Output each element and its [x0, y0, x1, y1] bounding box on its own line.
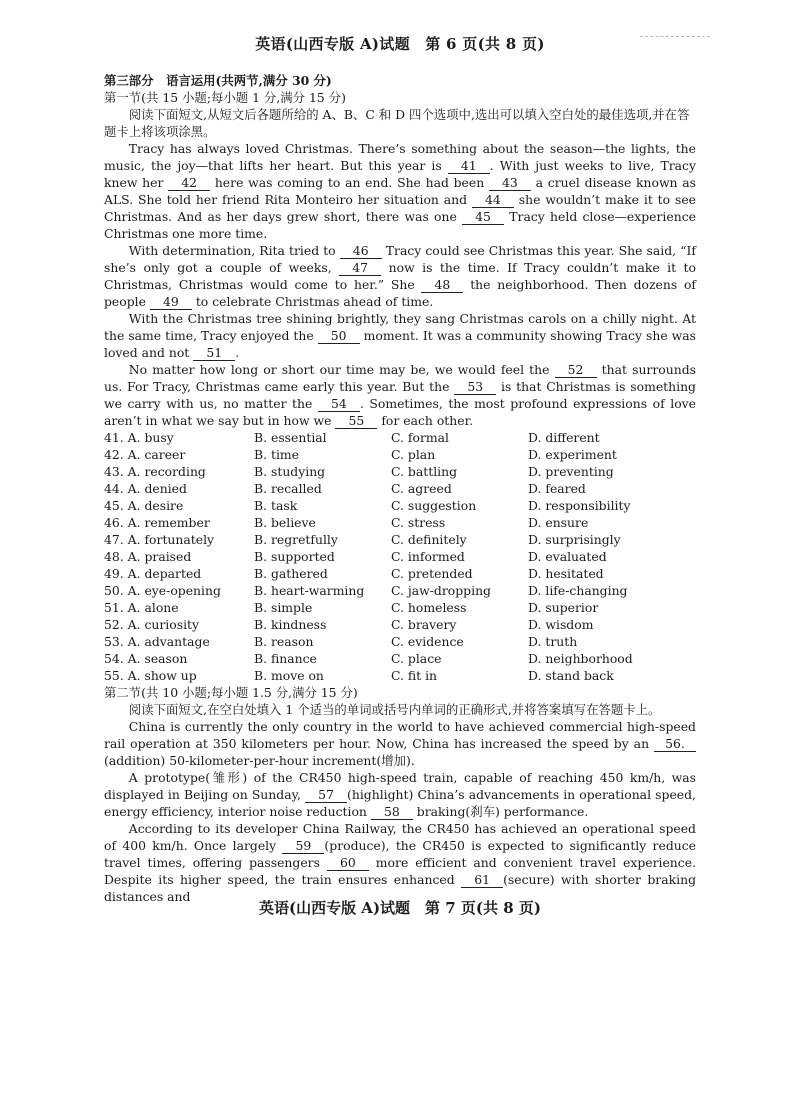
option-d: D. experiment — [528, 447, 617, 462]
section1-instruction: 阅读下面短文,从短文后各题所给的 A、B、C 和 D 四个选项中,选出可以填入空白处的最佳选项,并在答题卡上将该项涂黑。 — [104, 107, 690, 139]
section2-title: 第二节(共 10 小题;每小题 1.5 分,满分 15 分) — [104, 685, 358, 700]
text-run: Tracy could see Christmas this year. She said, “If she’s only got a couple of weeks, — [104, 243, 696, 275]
option-b: B. reason — [254, 634, 314, 649]
option-c: C. pretended — [391, 566, 473, 581]
option-d: D. evaluated — [528, 549, 607, 564]
text-run: that surrounds us. For Tracy, Christmas came early this year. But the — [104, 362, 696, 394]
option-row — [104, 531, 696, 548]
option-a: 49. A. departed — [104, 566, 202, 581]
option-d: D. life-changing — [528, 583, 628, 598]
text-run: she wouldn’t make it to see Christmas. And as her days grew short, there was one — [104, 192, 696, 224]
text-run: China is currently the only country in the world to have achieved commercial high-speed rail operation at 350 kilometers per hour. Now, China has increased the speed by an — [104, 719, 696, 751]
blank-57: 57 — [305, 788, 347, 803]
option-c: C. homeless — [391, 600, 467, 615]
text-run: Tracy held close—experience Christmas one more time. — [104, 209, 696, 241]
option-b: B. gathered — [254, 566, 328, 581]
option-b: B. studying — [254, 464, 326, 479]
passage1-paragraph-4 — [104, 361, 696, 429]
option-c: C. place — [391, 651, 442, 666]
text-run: . With just weeks to live, Tracy knew her — [104, 158, 696, 190]
option-d: D. preventing — [528, 464, 614, 479]
option-b: B. task — [254, 498, 298, 513]
option-d: D. neighborhood — [528, 651, 633, 666]
option-c: C. definitely — [391, 532, 467, 547]
option-d: D. wisdom — [528, 617, 594, 632]
option-d: D. ensure — [528, 515, 589, 530]
text-run: for each other. — [377, 413, 474, 428]
option-row — [104, 582, 696, 599]
option-b: B. move on — [254, 668, 324, 683]
part3-title: 第三部分 语言运用(共两节,满分 30 分) — [104, 73, 332, 88]
section2-instruction: 阅读下面短文,在空白处填入 1 个适当的单词或括号内单词的正确形式,并将答案填写在答题卡上。 — [128, 702, 661, 717]
option-c: C. plan — [391, 447, 436, 462]
answer-options — [104, 429, 696, 684]
passage1-paragraph-1 — [104, 140, 696, 242]
text-run: (produce), the CR450 is expected to significantly reduce travel times, offering passengers — [104, 838, 696, 870]
blank-53: 53 — [454, 380, 496, 395]
option-d: D. different — [528, 430, 600, 445]
option-a: 52. A. curiosity — [104, 617, 200, 632]
page-footer: 英语(山西专版 A)试题 第 7 页(共 8 页) — [258, 899, 541, 917]
option-a: 51. A. alone — [104, 600, 179, 615]
blank-54: 54 — [318, 397, 360, 412]
blank-56: 56. — [654, 737, 696, 752]
option-a: 42. A. career — [104, 447, 186, 462]
option-a: 46. A. remember — [104, 515, 210, 530]
text-run: now is the time. If Tracy couldn’t make it to Christmas, Christmas would come to her.” She — [104, 260, 696, 292]
option-a: 54. A. season — [104, 651, 188, 666]
option-c: C. formal — [391, 430, 449, 445]
option-b: B. believe — [254, 515, 316, 530]
option-a: 53. A. advantage — [104, 634, 210, 649]
option-row — [104, 548, 696, 565]
text-run: With the Christmas tree shining brightly, they sang Christmas carols on a chilly night. At the same time, Tracy enjoyed the — [104, 311, 696, 343]
option-b: B. simple — [254, 600, 313, 615]
option-row — [104, 633, 696, 650]
text-run: a cruel disease known as ALS. She told her friend Rita Monteiro her situation and — [104, 175, 696, 207]
blank-48: 48 — [421, 278, 463, 293]
blank-46: 46 — [340, 244, 382, 259]
option-row — [104, 514, 696, 531]
option-d: D. feared — [528, 481, 586, 496]
option-c: C. jaw-dropping — [391, 583, 491, 598]
text-run: (secure) with shorter braking distances and — [104, 872, 696, 904]
option-d: D. responsibility — [528, 498, 631, 513]
option-c: C. informed — [391, 549, 465, 564]
option-a: 55. A. show up — [104, 668, 197, 683]
option-d: D. surprisingly — [528, 532, 621, 547]
option-c: C. evidence — [391, 634, 464, 649]
text-run: braking(刹车) performance. — [412, 804, 589, 819]
option-row — [104, 667, 696, 684]
option-c: C. suggestion — [391, 498, 477, 513]
option-a: 47. A. fortunately — [104, 532, 215, 547]
option-b: B. essential — [254, 430, 327, 445]
option-c: C. stress — [391, 515, 446, 530]
blank-42: 42 — [168, 176, 210, 191]
blank-49: 49 — [150, 295, 192, 310]
blank-58: 58 — [371, 805, 413, 820]
blank-55: 55 — [335, 414, 377, 429]
option-c: C. bravery — [391, 617, 457, 632]
option-c: C. agreed — [391, 481, 452, 496]
option-b: B. finance — [254, 651, 317, 666]
text-run: (highlight) China’s advancements in operational speed, energy efficiency, interior noise reduction — [104, 787, 696, 819]
text-run: . Sometimes, the most profound expressions of love aren’t in what we say but in how we — [104, 396, 696, 428]
option-b: B. regretfully — [254, 532, 338, 547]
option-row — [104, 446, 696, 463]
option-row — [104, 616, 696, 633]
option-d: D. truth — [528, 634, 578, 649]
text-run: more efficient and convenient travel experience. Despite its higher speed, the train ensures enhanced — [104, 855, 697, 887]
text-run: With determination, Rita tried to — [128, 243, 340, 258]
option-row — [104, 650, 696, 667]
text-run: A prototype(雏形) of the CR450 high-speed train, capable of reaching 450 km/h, was displayed in Beijing on Sunday, — [104, 770, 696, 802]
passage1-paragraph-2 — [104, 242, 696, 310]
section1-title: 第一节(共 15 小题;每小题 1 分,满分 15 分) — [104, 90, 346, 105]
blank-43: 43 — [489, 176, 531, 191]
option-b: B. time — [254, 447, 300, 462]
blank-50: 50 — [318, 329, 360, 344]
text-run: here was coming to an end. She had been — [210, 175, 489, 190]
passage1-paragraph-3 — [104, 310, 696, 361]
blank-61: 61 — [461, 873, 503, 888]
option-row — [104, 463, 696, 480]
option-a: 43. A. recording — [104, 464, 206, 479]
option-row — [104, 497, 696, 514]
exam-content — [104, 72, 696, 905]
blank-59: 59 — [282, 839, 324, 854]
option-c: C. battling — [391, 464, 458, 479]
option-d: D. hesitated — [528, 566, 604, 581]
option-a: 41. A. busy — [104, 430, 174, 445]
option-a: 44. A. denied — [104, 481, 187, 496]
text-run: (addition) 50-kilometer-per-hour increment(增加). — [104, 753, 415, 768]
blank-52: 52 — [555, 363, 597, 378]
blank-60: 60 — [327, 856, 369, 871]
blank-51: 51 — [193, 346, 235, 361]
passage2-paragraph-2 — [104, 769, 696, 820]
option-a: 45. A. desire — [104, 498, 184, 513]
option-row — [104, 429, 696, 446]
option-a: 48. A. praised — [104, 549, 192, 564]
text-run: . — [235, 345, 240, 360]
option-b: B. supported — [254, 549, 335, 564]
option-b: B. kindness — [254, 617, 327, 632]
text-run: No matter how long or short our time may be, we would feel the — [128, 362, 555, 377]
blank-41: 41 — [448, 159, 490, 174]
text-run: to celebrate Christmas ahead of time. — [191, 294, 434, 309]
option-c: C. fit in — [391, 668, 438, 683]
blank-45: 45 — [462, 210, 504, 225]
option-b: B. heart-warming — [254, 583, 365, 598]
blank-47: 47 — [339, 261, 381, 276]
option-a: 50. A. eye-opening — [104, 583, 221, 598]
text-run: is that Christmas is something we carry with us, no matter the — [104, 379, 696, 411]
passage2-paragraph-1 — [104, 718, 696, 769]
text-run: moment. It was a community showing Tracy she was loved and not — [104, 328, 696, 360]
option-b: B. recalled — [254, 481, 322, 496]
option-row — [104, 565, 696, 582]
text-run: Tracy has always loved Christmas. There’s something about the season—the lights, the music, the joy—that lifts her heart. But this year is — [104, 141, 696, 173]
option-row — [104, 480, 696, 497]
option-d: D. stand back — [528, 668, 614, 683]
text-run: According to its developer China Railway, the CR450 has achieved an operational speed of 400 km/h. Once largely — [104, 821, 696, 853]
option-row — [104, 599, 696, 616]
passage2-paragraph-3 — [104, 820, 696, 905]
blank-44: 44 — [472, 193, 514, 208]
header-scan-mark — [640, 36, 710, 47]
text-run: the neighborhood. Then dozens of people — [104, 277, 696, 309]
option-d: D. superior — [528, 600, 599, 615]
page-header: 英语(山西专版 A)试题 第 6 页(共 8 页) — [255, 35, 545, 53]
